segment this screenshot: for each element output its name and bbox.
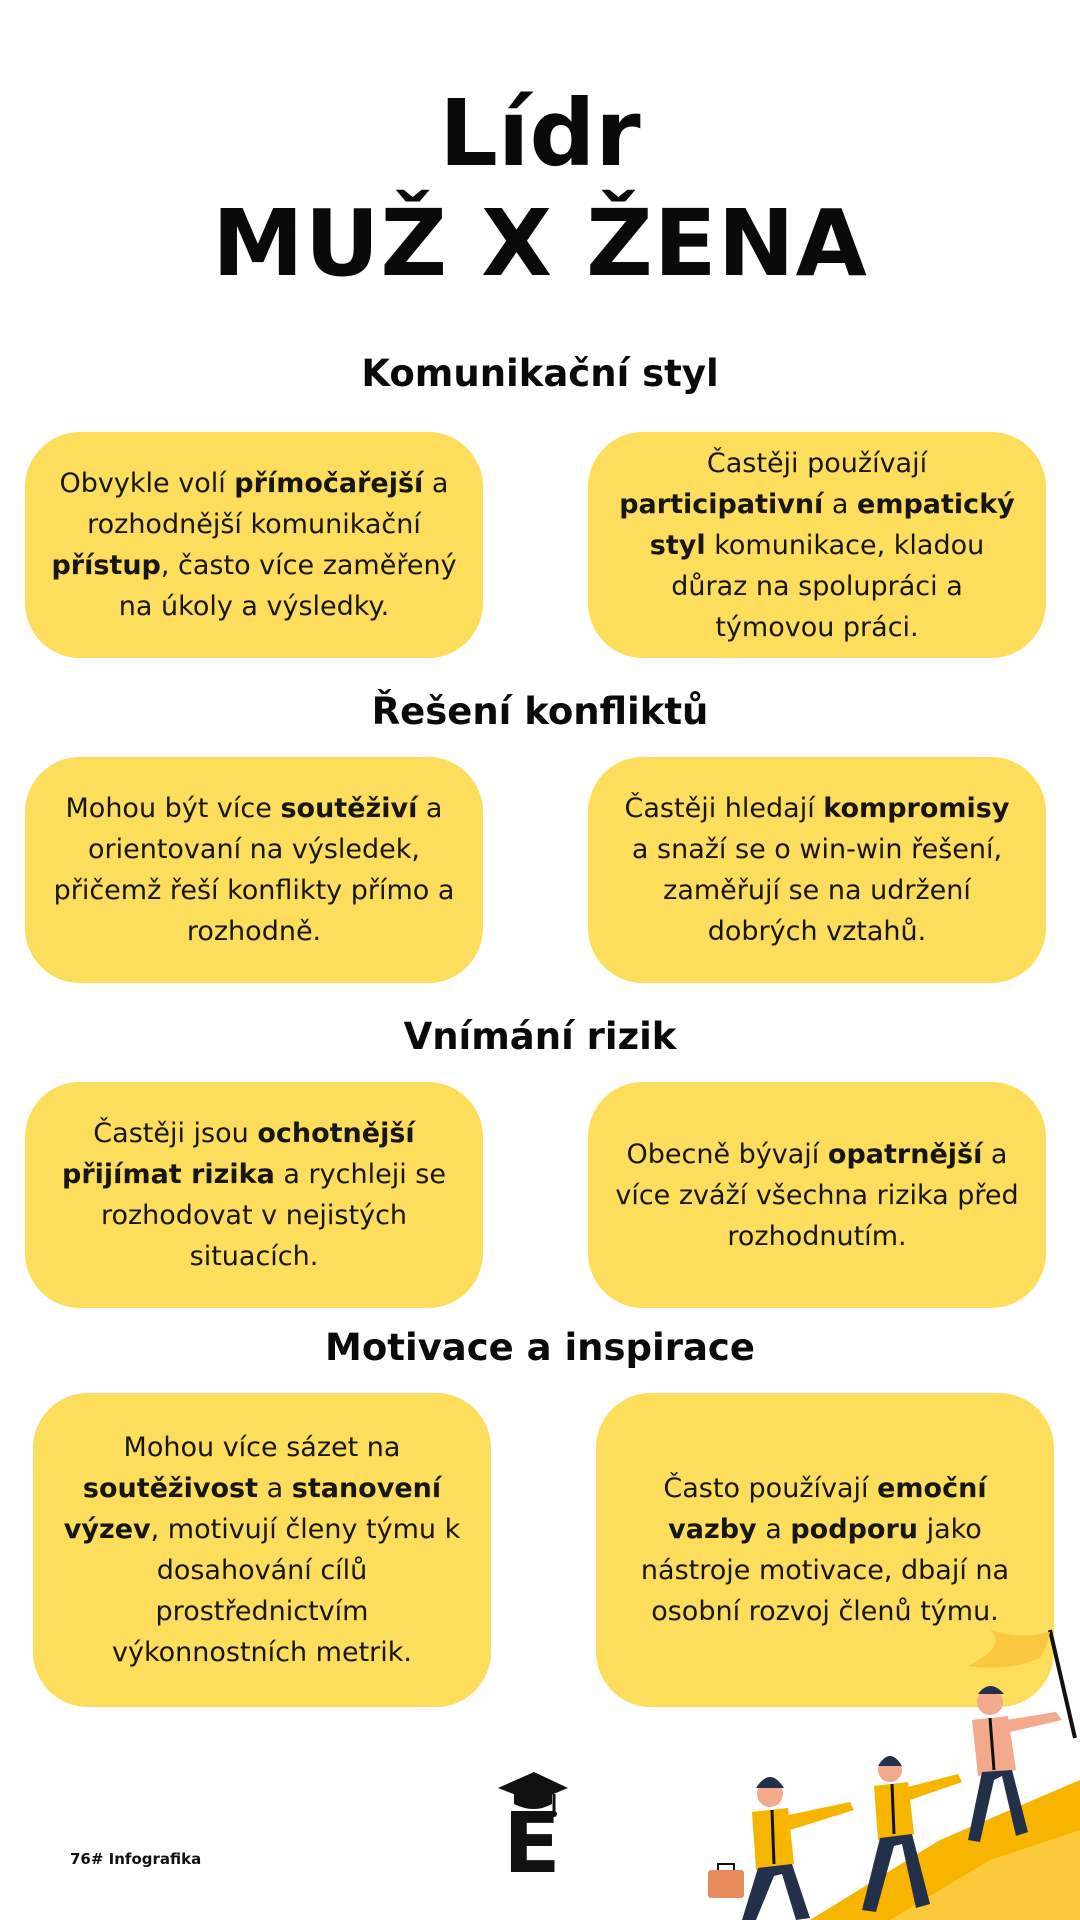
card-men-risk bbox=[25, 1082, 483, 1308]
section-title-risk: Vnímání rizik bbox=[403, 1015, 677, 1058]
highlighted-keyword: podporu bbox=[790, 1514, 918, 1545]
card-men-motivation bbox=[33, 1393, 491, 1707]
section-title-motivation: Motivace a inspirace bbox=[325, 1326, 755, 1369]
card-text: Častěji používají participativní a empatický styl komunikace, kladou důraz na spolupráci a týmovou práci. bbox=[619, 447, 1015, 643]
highlighted-keyword: soutěživost bbox=[82, 1473, 259, 1504]
card-text: Obvykle volí přímočařejší a rozhodnější komunikační přístup, často více zaměřený na úkoly a výsledky. bbox=[51, 468, 457, 622]
footer-label: 76# Infografika bbox=[70, 1850, 202, 1868]
card-text: Obecně bývají opatrnější a více zváží všechna rizika před rozhodnutím. bbox=[615, 1138, 1019, 1252]
title-line-2: MUŽ X ŽENA bbox=[212, 190, 868, 297]
section-title-conflict: Řešení konfliktů bbox=[371, 690, 709, 733]
highlighted-keyword: kompromisy bbox=[823, 793, 1010, 824]
card-text: Mohou být více soutěživí a orientovaní na výsledek, přičemž řeší konflikty přímo a rozhodně. bbox=[53, 793, 455, 947]
card-text: Často používají emoční vazby a podporu jako nástroje motivace, dbají na osobní rozvoj členů týmu. bbox=[640, 1473, 1010, 1627]
card-text: Častěji jsou ochotnější přijímat rizika a rychleji se rozhodovat v nejistých situacích. bbox=[62, 1118, 446, 1272]
highlighted-keyword: stanovení výzev bbox=[63, 1473, 442, 1545]
card-men-communication bbox=[25, 432, 483, 658]
highlighted-keyword: ochotnější přijímat rizika bbox=[62, 1118, 415, 1190]
card-women-conflict bbox=[588, 757, 1046, 983]
highlighted-keyword: přímočařejší bbox=[234, 468, 424, 499]
highlighted-keyword: empatický styl bbox=[649, 488, 1015, 561]
highlighted-keyword: soutěživí bbox=[280, 793, 418, 824]
title-line-1: Lídr bbox=[439, 80, 641, 187]
highlighted-keyword: přístup bbox=[51, 550, 161, 581]
card-women-communication bbox=[588, 432, 1046, 658]
card-men-conflict bbox=[25, 757, 483, 983]
card-women-risk bbox=[588, 1082, 1046, 1308]
card-text: Mohou více sázet na soutěživost a stanovení výzev, motivují členy týmu k dosahování cílů prostřednictvím výkonnostních metrik. bbox=[63, 1432, 461, 1668]
graduation-cap-e-logo-icon bbox=[492, 1768, 572, 1874]
logo-letter: E bbox=[503, 1794, 561, 1874]
card-text: Častěji hledají kompromisy a snaží se o win-win řešení, zaměřují se na udržení dobrých vztahů. bbox=[624, 793, 1010, 947]
section-title-communication: Komunikační styl bbox=[361, 352, 719, 395]
team-climbing-flag-illustration bbox=[690, 1620, 1080, 1920]
highlighted-keyword: participativní bbox=[619, 488, 824, 520]
highlighted-keyword: emoční vazby bbox=[668, 1473, 987, 1545]
highlighted-keyword: opatrnější bbox=[827, 1138, 983, 1170]
